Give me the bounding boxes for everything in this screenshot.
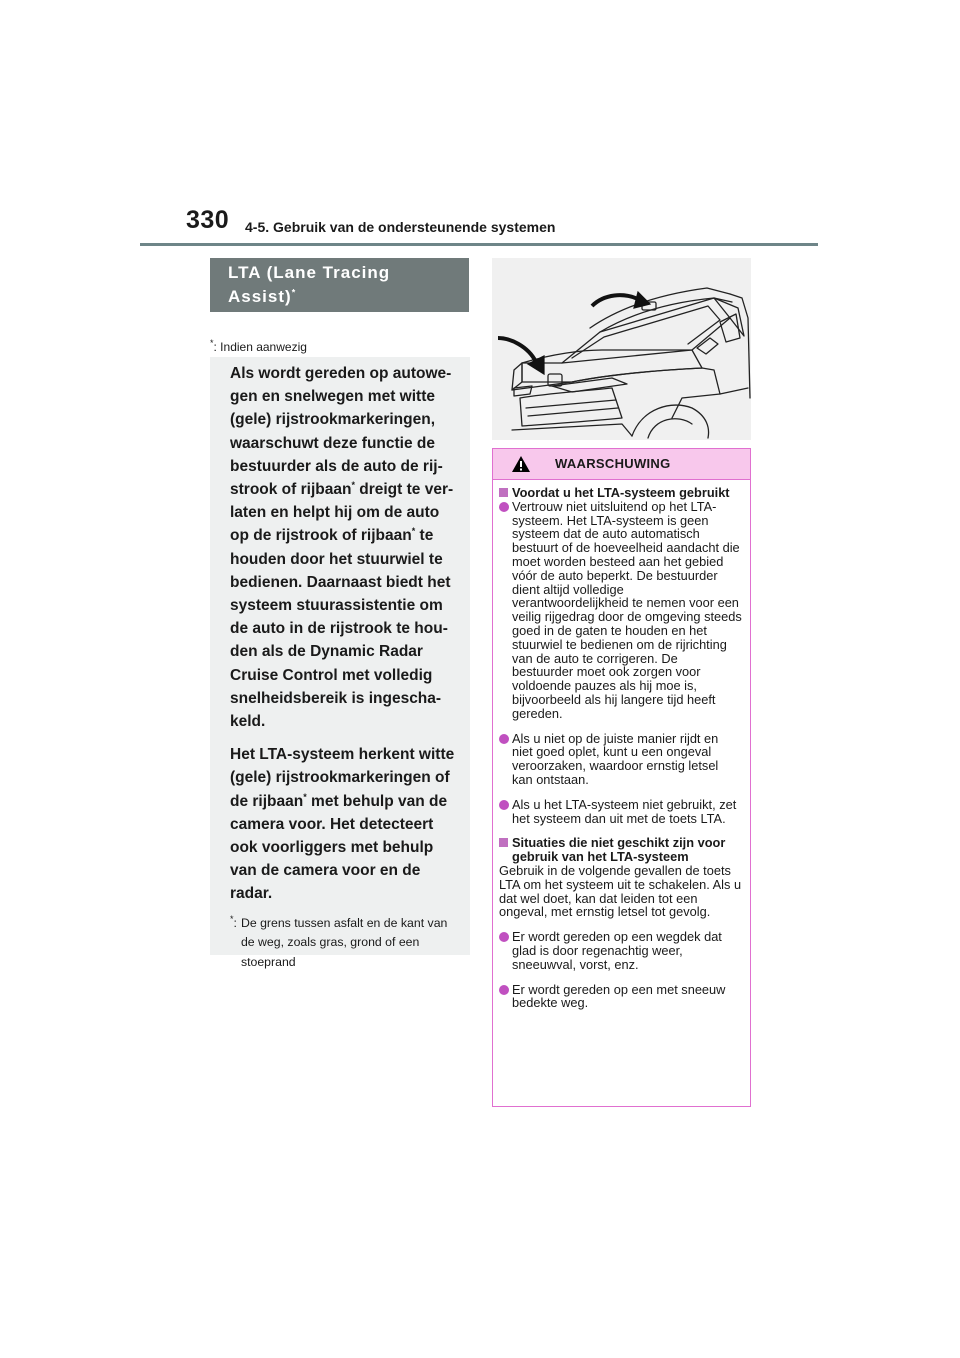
dot-bullet-icon bbox=[499, 500, 512, 721]
warning-header bbox=[493, 449, 750, 480]
warning-bullet-text: Als u het LTA-systeem niet gebruikt, zet het systeem dan uit met de toets LTA. bbox=[512, 796, 737, 826]
warning-heading bbox=[499, 486, 742, 500]
warning-heading bbox=[499, 836, 742, 864]
asterisk: * bbox=[291, 287, 297, 298]
section-title-line1: LTA (Lane Tracing bbox=[228, 263, 391, 282]
warning-bullet-text: Vertrouw niet uitsluitend op het LTA-systeem. Het LTA-systeem is geen systeem dat de auto automatisch bestuurt of de hoeveelheid aandacht die moet worden besteed aan het gebied vóór de auto beperkt. De bestuurder dient altijd volledige verantwoordelijkheid te nemen voor een veilig rijgedrag door de omgeving steeds goed in de gaten te houden en het stuurwiel te bedienen om de rijrichting van de auto te corrigeren. De bestuurder moet ook zorgen voor voldoende pauzes als hij moe is, bijvoorbeeld als hij langere tijd heeft gereden. bbox=[512, 498, 742, 721]
warning-bullet-text: Als u niet op de juiste manier rijdt en niet goed oplet, kunt u een ongeval veroorzaken, waardoor ernstig letsel kan ontstaan. bbox=[512, 730, 719, 787]
intro-text: Als wordt gereden op autowegen en snelwegen met witte (gele) rijstrookmarkeringen, waarschuwt deze functie de bestuurder als de auto de rijstrook of rijbaan bbox=[230, 365, 452, 499]
road-edge-footnote bbox=[230, 914, 456, 973]
intro-text: te houden door het stuurwiel te bedienen. Daarnaast biedt het systeem stuurassistentie om de auto in de rijstrook te houden als de Dynamic Radar Cruise Control met volledig snelheidsbereik is ingeschakeld. bbox=[230, 527, 451, 731]
section-title-line2: Assist) bbox=[228, 287, 292, 306]
warning-bullet bbox=[499, 500, 742, 721]
square-bullet-icon bbox=[499, 486, 512, 500]
note-mark bbox=[230, 914, 237, 973]
dot-bullet-icon bbox=[499, 930, 512, 971]
intro-panel bbox=[210, 357, 470, 969]
warning-bullet bbox=[499, 798, 742, 826]
availability-footnote-text: : Indien aanwezig bbox=[213, 340, 307, 354]
warning-heading-text: Voordat u het LTA-systeem gebruikt bbox=[512, 485, 730, 500]
dot-bullet-icon bbox=[499, 983, 512, 1011]
square-bullet-icon bbox=[499, 836, 512, 864]
intro-text: met behulp van de camera voor. Het detecteert ook voorliggers met behulp van de camera voor en de radar. bbox=[230, 792, 448, 903]
car-illustration bbox=[492, 258, 751, 440]
intro-text: Het LTA-systeem herkent witte (gele) rijstrookmarkeringen of de rijbaan bbox=[230, 746, 455, 810]
warning-bullet-text: Er wordt gereden op een wegdek dat glad is door regenachtig weer, sneeuwval, vorst, enz. bbox=[512, 929, 722, 972]
asterisk: * bbox=[411, 526, 416, 537]
warning-bullet bbox=[499, 983, 742, 1011]
header-rule bbox=[140, 243, 818, 246]
warning-title: WAARSCHUWING bbox=[555, 456, 671, 472]
chapter-title: 4-5. Gebruik van de ondersteunende systemen bbox=[245, 219, 556, 235]
section-title bbox=[210, 258, 469, 312]
page-number: 330 bbox=[186, 206, 230, 234]
warning-bullet-text: Er wordt gereden op een met sneeuw bedekte weg. bbox=[512, 981, 726, 1011]
intro-paragraph-1 bbox=[230, 362, 456, 733]
dot-bullet-icon bbox=[499, 798, 512, 826]
warning-triangle-icon bbox=[511, 455, 531, 473]
availability-footnote bbox=[210, 340, 307, 354]
car-drawing bbox=[492, 258, 751, 440]
intro-text: dreigt te verlaten en helpt hij om de auto op de rijstrook of rijbaan bbox=[230, 481, 454, 545]
asterisk: * bbox=[230, 913, 234, 924]
asterisk: * bbox=[351, 479, 355, 490]
asterisk: * bbox=[210, 338, 214, 348]
warning-bullet bbox=[499, 732, 742, 787]
warning-bullet bbox=[499, 930, 742, 971]
intro-paragraph-2 bbox=[230, 743, 456, 905]
road-edge-footnote-text: De grens tussen asfalt en de kant van de weg, zoals gras, grond of een stoeprand bbox=[240, 915, 448, 969]
warning-body bbox=[493, 480, 750, 1010]
note-colon: : bbox=[233, 915, 237, 930]
asterisk: * bbox=[303, 791, 307, 802]
warning-box bbox=[492, 448, 751, 1107]
warning-heading-text: Situaties die niet geschikt zijn voor gebruik van het LTA-systeem bbox=[512, 835, 726, 865]
warning-paragraph: Gebruik in de volgende gevallen de toets LTA om het systeem uit te schakelen. Als u dat wel doet, kan dat leiden tot een ongeval, met ernstig letsel tot gevolg. bbox=[499, 862, 742, 920]
dot-bullet-icon bbox=[499, 732, 512, 787]
